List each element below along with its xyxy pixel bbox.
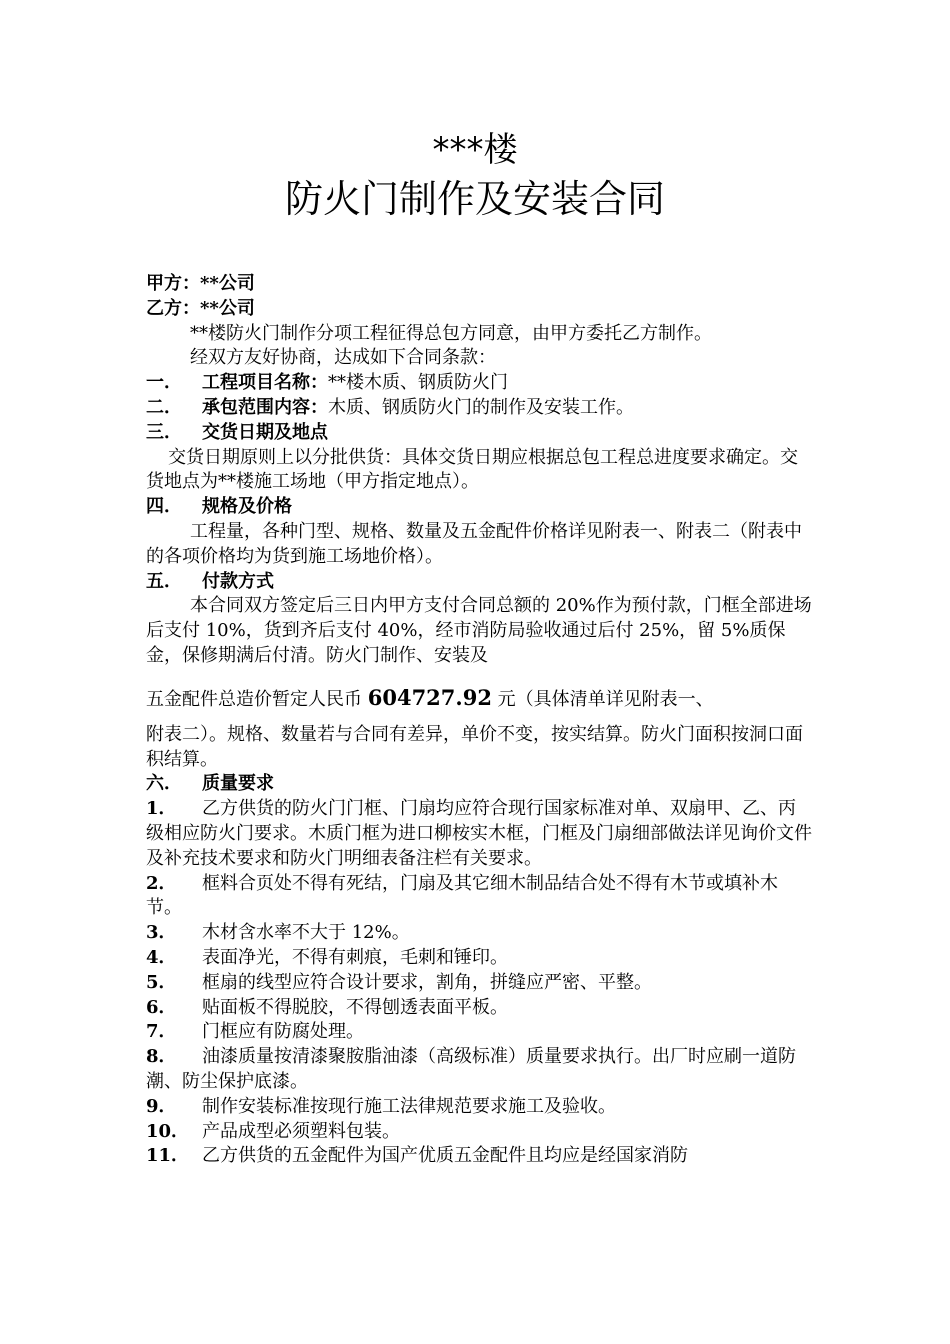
item-text: 木材含水率不大于 12%。 [202, 922, 410, 944]
section-label: 规格及价格 [202, 496, 292, 518]
item-text: 门框应有防腐处理。 [202, 1021, 364, 1043]
section-3-heading [146, 421, 812, 446]
section-number: 三． [146, 421, 182, 443]
party-b: 乙方：**公司 [146, 297, 255, 319]
intro-paragraph: **楼防火门制作分项工程征得总包方同意，由甲方委托乙方制作。 [190, 322, 712, 344]
item-number: 4． [146, 946, 177, 968]
section-text: **楼木质、钢质防火门 [328, 372, 508, 394]
contract-body [146, 272, 812, 1169]
document-title-contract: 防火门制作及安装合同 [284, 177, 665, 221]
item-number: 6． [146, 996, 177, 1018]
section-label: 质量要求 [202, 773, 274, 795]
section-number: 六． [146, 773, 182, 795]
amount-suffix: 元（具体清单详见附表一、 [491, 688, 714, 710]
item-number: 9． [146, 1095, 177, 1117]
list-item [146, 1045, 812, 1095]
section-number: 四． [146, 496, 182, 518]
section-4-text: 工程量，各种门型、规格、数量及五金配件价格详见附表一、附表二（附表中的各项价格均为货到施工场地价格）。 [146, 520, 802, 567]
section-1 [146, 371, 812, 396]
intro-agreement: 经双方友好协商，达成如下合同条款： [190, 347, 496, 369]
section-label: 承包范围内容： [202, 396, 328, 418]
item-number: 7． [146, 1021, 177, 1043]
party-a: 甲方：**公司 [146, 273, 255, 294]
list-item [146, 1095, 812, 1120]
section-2 [146, 396, 812, 421]
section-label: 付款方式 [202, 570, 274, 592]
list-item [146, 797, 812, 871]
section-5-amount-line [146, 681, 812, 717]
list-item [146, 1020, 812, 1045]
item-number: 3． [146, 922, 177, 944]
section-5-text-end: 附表二）。规格、数量若与合同有差异，单价不变，按实结算。防火门面积按洞口面积结算。 [146, 723, 803, 770]
list-item [146, 946, 812, 971]
item-number: 5． [146, 971, 177, 993]
item-text: 油漆质量按清漆聚胺脂油漆（高级标准）质量要求执行。出厂时应刷一道防潮、防尘保护底漆。 [146, 1046, 796, 1092]
amount-prefix: 五金配件总造价暂定人民币 [146, 688, 368, 710]
section-number: 二． [146, 396, 182, 418]
section-4-heading [146, 495, 812, 520]
section-number: 一． [146, 372, 182, 394]
section-5-heading [146, 570, 812, 595]
item-text: 产品成型必须塑料包装。 [202, 1120, 400, 1142]
section-label: 交货日期及地点 [202, 421, 328, 443]
list-item [146, 971, 812, 996]
item-text: 乙方供货的防火门门框、门扇均应符合现行国家标准对单、双扇甲、乙、丙级相应防火门要求。木质门框为进口柳桉实木框，门框及门扇细部做法详见询价文件及补充技术要求和防火门明细表备注栏有关要求。 [146, 798, 812, 869]
section-6-heading [146, 772, 812, 797]
list-item [146, 996, 812, 1021]
list-item [146, 921, 812, 946]
document-title-building: ***楼 [432, 130, 518, 170]
section-number: 五． [146, 570, 182, 592]
item-text: 贴面板不得脱胶，不得刨透表面平板。 [202, 996, 508, 1018]
item-text: 表面净光，不得有刺痕，毛刺和锤印。 [202, 946, 508, 968]
list-item [146, 1120, 812, 1145]
item-text: 制作安装标准按现行施工法律规范要求施工及验收。 [202, 1095, 616, 1117]
list-item [146, 1144, 812, 1169]
item-number: 11． [146, 1145, 190, 1167]
section-label: 工程项目名称： [202, 372, 328, 394]
contract-amount: 604727.92 [367, 684, 492, 710]
section-3-text: 交货日期原则上以分批供货：具体交货日期应根据总包工程总进度要求确定。交货地点为**楼施工场地（甲方指定地点）。 [146, 446, 798, 493]
item-number: 10． [146, 1120, 190, 1142]
list-item [146, 872, 812, 922]
section-text: 木质、钢质防火门的制作及安装工作。 [328, 396, 634, 418]
item-text: 乙方供货的五金配件为国产优质五金配件且均应是经国家消防 [202, 1145, 688, 1167]
item-text: 框料合页处不得有死结，门扇及其它细木制品结合处不得有木节或填补木节。 [146, 872, 778, 919]
item-number: 2． [146, 872, 177, 894]
section-5-text: 本合同双方签定后三日内甲方支付合同总额的 20%作为预付款，门框全部进场后支付 10%，货到齐后支付 40%，经市消防局验收通过后付 25%，留 5%质保金，保修期满后付清。防火门制作、安装及 [146, 595, 812, 666]
item-text: 框扇的线型应符合设计要求，割角，拼缝应严密、平整。 [202, 971, 652, 993]
item-number: 1． [146, 798, 177, 820]
item-number: 8． [146, 1046, 177, 1068]
